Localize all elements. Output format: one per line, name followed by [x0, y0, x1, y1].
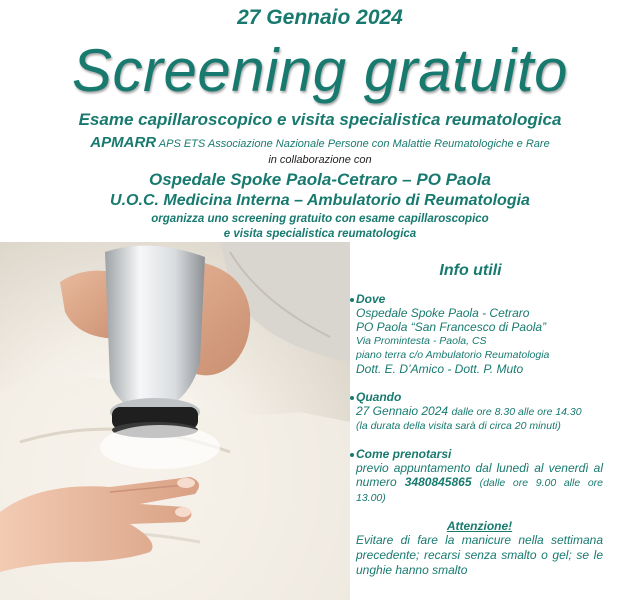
- prenotarsi-hours: (dalle ore 9.00 alle ore 13.00): [356, 477, 604, 504]
- organizes-line-1: organizza uno screening gratuito con esame capillaroscopico: [151, 213, 489, 225]
- dove-line-1: Ospedale Spoke Paola - Cetraro: [356, 306, 530, 320]
- subtitle: Esame capillaroscopico e visita specialistica reumatologica: [78, 110, 562, 129]
- prenotarsi-heading: Come prenotarsi: [356, 447, 452, 461]
- prenotarsi-text-before: previo appuntamento dal lunedì al venerdì al numero: [356, 461, 603, 489]
- info-title: Info utili: [439, 262, 502, 279]
- prenotarsi-text: [356, 461, 603, 505]
- bullet-icon: [350, 298, 354, 302]
- section-prenotarsi: [338, 447, 603, 505]
- dove-heading: Dove: [356, 292, 386, 306]
- attenzione-text: Evitare di fare la manicure nella settimana precedente; recarsi senza smalto o gel; se le unghie hanno smalto: [356, 533, 603, 577]
- organizer-description: APS ETS Associazione Nazionale Persone con Malattie Reumatologiche e Rare: [158, 138, 550, 150]
- unit-name: U.O.C. Medicina Interna – Ambulatorio di Reumatologia: [110, 192, 530, 209]
- info-panel: [338, 262, 603, 578]
- dove-line-2: PO Paola “San Francesco di Paola”: [356, 320, 547, 334]
- organizes-line-2: e visita specialistica reumatologica: [223, 228, 417, 240]
- quando-date: 27 Gennaio 2024: [356, 404, 449, 418]
- page-title: Screening gratuito: [72, 37, 568, 104]
- attenzione-heading: Attenzione!: [446, 519, 513, 533]
- bullet-icon: [350, 453, 354, 457]
- quando-hours: dalle ore 8.30 alle ore 14.30: [451, 406, 582, 418]
- section-quando: [338, 390, 603, 433]
- dove-line-5: Dott. E. D’Amico - Dott. P. Muto: [356, 362, 524, 376]
- dove-line-4: piano terra c/o Ambulatorio Reumatologia: [356, 349, 550, 361]
- organizer-line: [0, 134, 640, 151]
- organizer-name: APMARR: [90, 134, 157, 151]
- event-date: 27 Gennaio 2024: [237, 6, 403, 29]
- hospital-name: Ospedale Spoke Paola-Cetraro – PO Paola: [148, 170, 492, 189]
- quando-heading: Quando: [356, 390, 402, 404]
- section-dove: [338, 292, 603, 376]
- collaboration-label: in collaborazione con: [268, 154, 372, 166]
- capillaroscopy-photo: [0, 242, 350, 600]
- dove-line-3: Via Promintesta - Paola, CS: [356, 335, 487, 347]
- bullet-icon: [350, 396, 354, 400]
- quando-duration: (la durata della visita sarà di circa 20 minuti): [356, 420, 561, 432]
- phone-number: 3480845865: [404, 475, 472, 489]
